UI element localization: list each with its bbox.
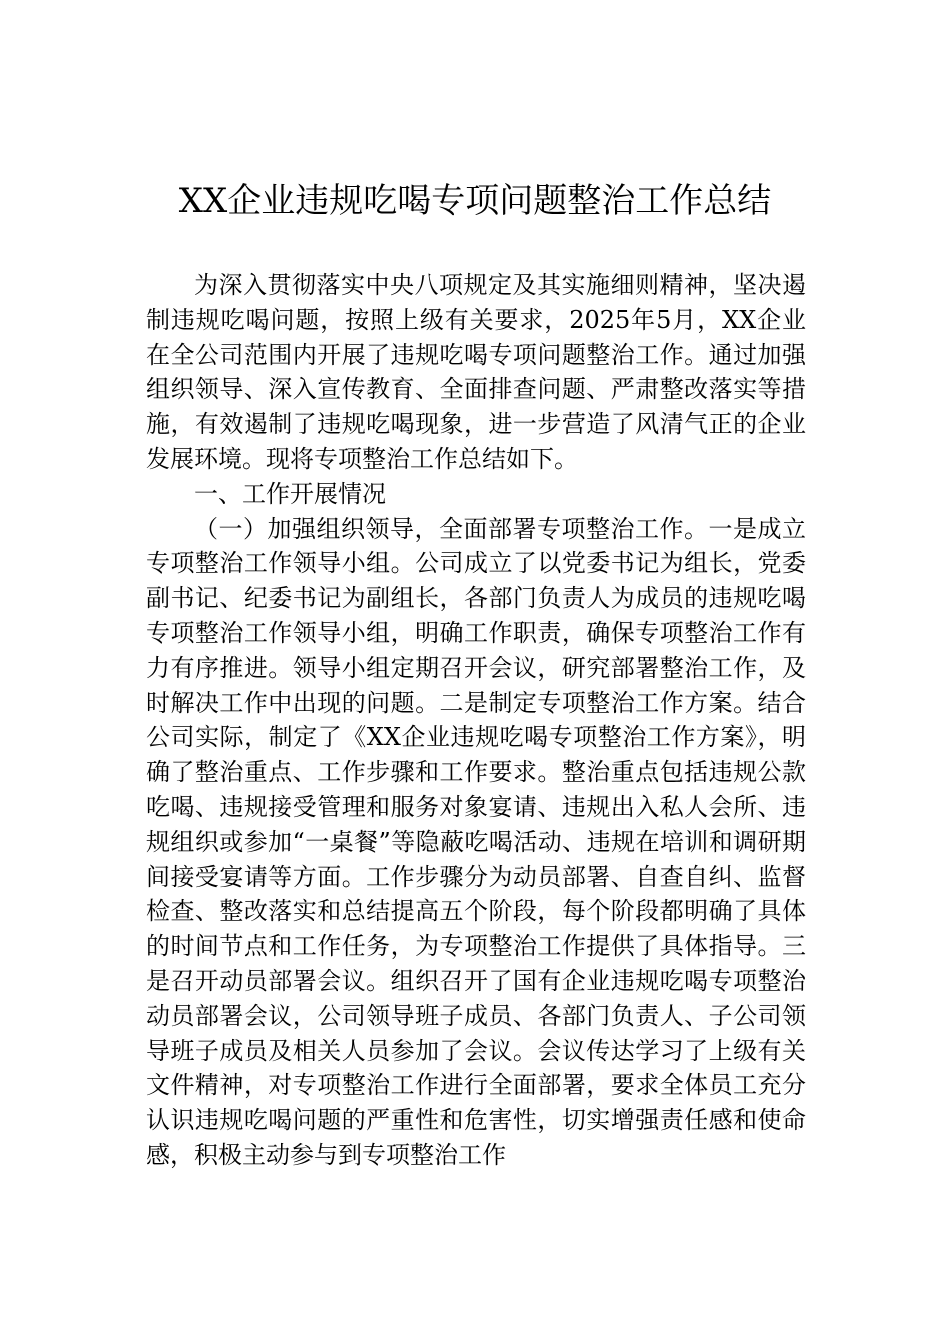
document-body bbox=[146, 268, 806, 1173]
intro-paragraph: 为深入贯彻落实中央八项规定及其实施细则精神，坚决遏制违规吃喝问题，按照上级有关要求，2025年5月，XX企业在全公司范围内开展了违规吃喝专项问题整治工作。通过加强组织领导、深入宣传教育、全面排查问题、严肃整改落实等措施，有效遏制了违规吃喝现象，进一步营造了风清气正的企业发展环境。现将专项整治工作总结如下。 bbox=[146, 271, 806, 473]
section-heading: 一、工作开展情况 bbox=[194, 479, 386, 508]
document-title: XX企业违规吃喝专项问题整治工作总结 bbox=[178, 181, 772, 221]
body-paragraph: （一）加强组织领导，全面部署专项整治工作。一是成立专项整治工作领导小组。公司成立了以党委书记为组长，党委副书记、纪委书记为副组长，各部门负责人为成员的违规吃喝专项整治工作领导小组，明确工作职责，确保专项整治工作有力有序推进。领导小组定期召开会议，研究部署整治工作，及时解决工作中出现的问题。二是制定专项整治工作方案。结合公司实际，制定了《XX企业违规吃喝专项整治工作方案》，明确了整治重点、工作步骤和工作要求。整治重点包括违规公款吃喝、违规接受管理和服务对象宴请、违规出入私人会所、违规组织或参加“一桌餐”等隐蔽吃喝活动、违规在培训和调研期间接受宴请等方面。工作步骤分为动员部署、自查自纠、监督检查、整改落实和总结提高五个阶段，每个阶段都明确了具体的时间节点和工作任务，为专项整治工作提供了具体指导。三是召开动员部署会议。组织召开了国有企业违规吃喝专项整治动员部署会议，公司领导班子成员、各部门负责人、子公司领导班子成员及相关人员参加了会议。会议传达学习了上级有关文件精神，对专项整治工作进行全面部署，要求全体员工充分认识违规吃喝问题的严重性和危害性，切实增强责任感和使命感，积极主动参与到专项整治工作 bbox=[146, 514, 806, 1169]
